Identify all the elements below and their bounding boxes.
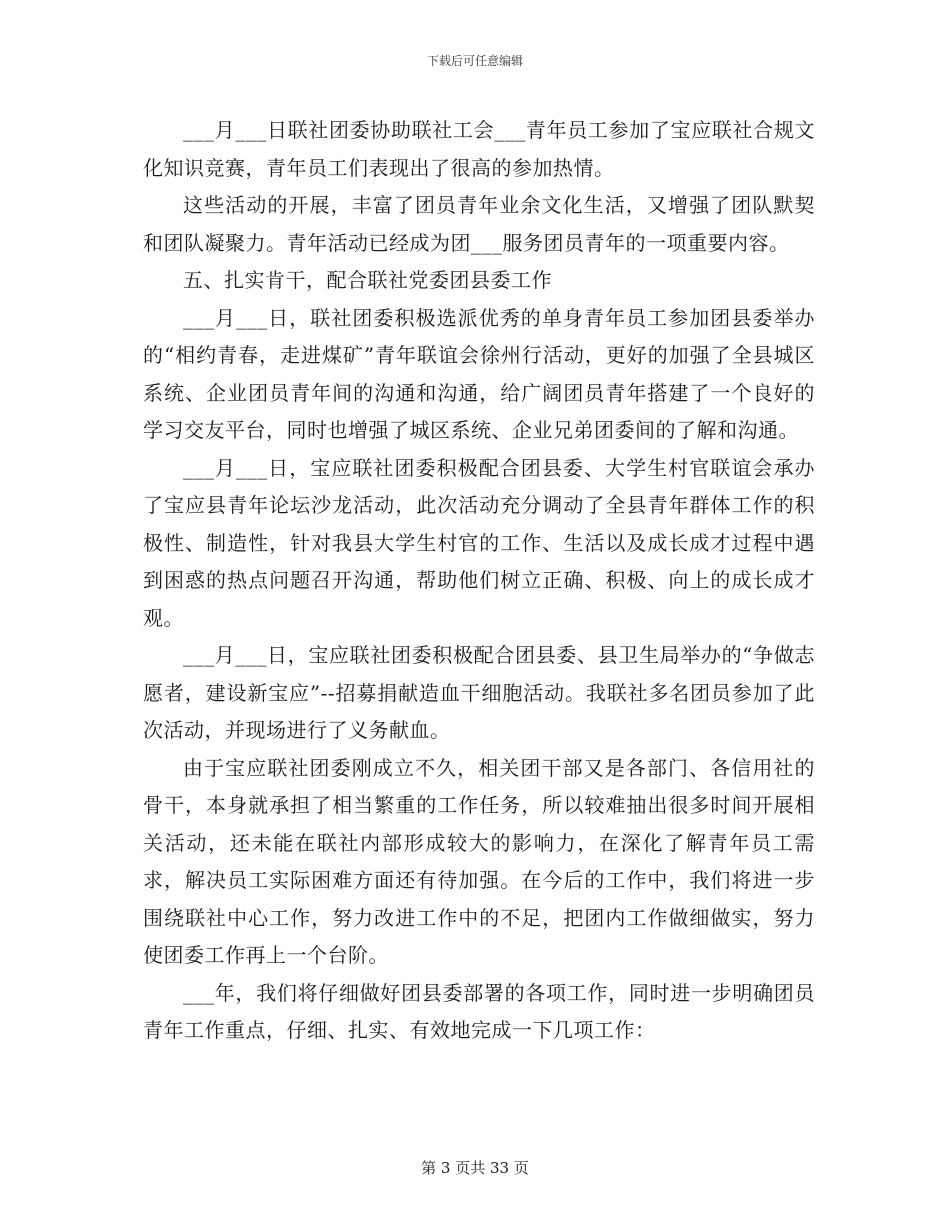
paragraph: 这些活动的开展，丰富了团员青年业余文化生活，又增强了团队默契和团队凝聚力。青年活动已经成为团___服务团员青年的一项重要内容。 xyxy=(143,193,815,255)
paragraph: ___月___日，宝应联社团委积极配合团县委、大学生村官联谊会承办了宝应县青年论坛沙龙活动，此次活动充分调动了全县青年群体工作的积极性、制造性，针对我县大学生村官的工作、生活以及成长成才过程中遇到困惑的热点问题召开沟通，帮助他们树立正确、积极、向上的成长成才观。 xyxy=(143,455,815,630)
page-header: 下载后可任意编辑 xyxy=(426,54,523,68)
document-body xyxy=(143,112,815,1050)
paragraph: ___月___日联社团委协助联社工会___青年员工参加了宝应联社合规文化知识竞赛，青年员工们表现出了很高的参加热情。 xyxy=(143,118,815,180)
section-heading: 五、扎实肯干，配合联社党委团县委工作 xyxy=(183,268,552,292)
paragraph: ___月___日，联社团委积极选派优秀的单身青年员工参加团县委举办的“相约青春，走进煤矿”青年联谊会徐州行活动，更好的加强了全县城区系统、企业团员青年间的沟通和沟通，给广阔团员青年搭建了一个良好的学习交友平台，同时也增强了城区系统、企业兄弟团委间的了解和沟通。 xyxy=(143,305,815,442)
paragraph: ___月___日，宝应联社团委积极配合团县委、县卫生局举办的“争做志愿者，建设新宝应”--招募捐献造血干细胞活动。我联社多名团员参加了此次活动，并现场进行了义务献血。 xyxy=(143,643,815,742)
page-footer: 第 3 页共 33 页 xyxy=(421,1159,529,1177)
paragraph: ___年，我们将仔细做好团县委部署的各项工作，同时进一步明确团员青年工作重点，仔细、扎实、有效地完成一下几项工作： xyxy=(143,980,815,1042)
paragraph: 由于宝应联社团委刚成立不久，相关团干部又是各部门、各信用社的骨干，本身就承担了相当繁重的工作任务，所以较难抽出很多时间开展相关活动，还未能在联社内部形成较大的影响力，在深化了解青年员工需求，解决员工实际困难方面还有待加强。在今后的工作中，我们将进一步围绕联社中心工作，努力改进工作中的不足，把团内工作做细做实，努力使团委工作再上一个台阶。 xyxy=(143,755,815,967)
